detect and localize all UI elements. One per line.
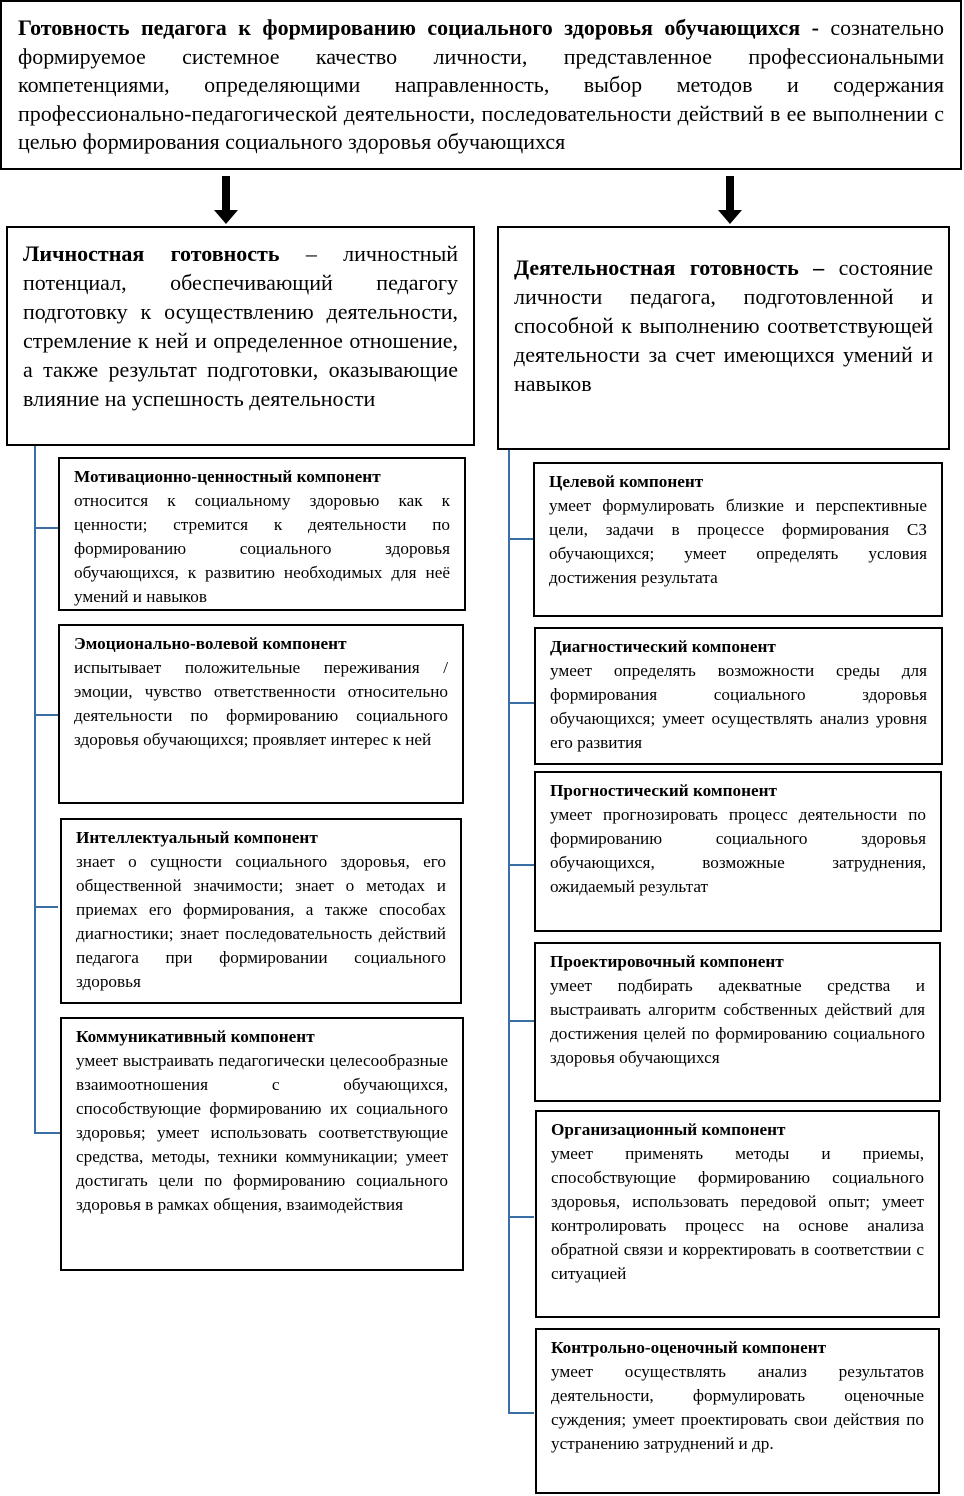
arrow-down-left-icon	[214, 176, 238, 226]
component-target	[533, 462, 943, 617]
activity-dash: –	[813, 255, 825, 280]
component-control	[535, 1328, 940, 1494]
component-title: Контрольно-оценочный компонент	[551, 1338, 827, 1357]
right-tree-branch	[508, 1020, 534, 1022]
right-tree-branch	[508, 538, 534, 540]
right-tree-branch	[508, 1216, 534, 1218]
right-tree-branch	[508, 864, 534, 866]
component-title: Проектировочный компонент	[550, 952, 784, 971]
component-prognostic	[534, 771, 942, 932]
component-text: испытывает положительные переживания / эмоции, чувство ответственности относительно деятельности по формированию социального здоровья обучающихся; проявляет интерес к ней	[74, 658, 448, 749]
component-organizational	[535, 1110, 940, 1318]
component-motivational	[58, 457, 466, 611]
left-tree-branch	[34, 714, 58, 716]
component-text: умеет подбирать адекватные средства и выстраивать алгоритм собственных действий для достижения целей по формированию социального здоровья обучающихся	[550, 976, 925, 1067]
component-title: Целевой компонент	[549, 472, 704, 491]
left-tree-branch	[34, 906, 58, 908]
right-tree-trunk	[508, 450, 510, 1414]
definition-term: Готовность педагога к формированию социального здоровья обучающихся	[18, 15, 801, 40]
component-text: умеет осуществлять анализ результатов деятельности, формулировать оценочные суждения; умеет проектировать свои действия по устранению затруднений и др.	[551, 1362, 924, 1453]
definition-box	[0, 0, 962, 170]
component-title: Интеллектуальный компонент	[76, 828, 318, 847]
component-title: Коммуникативный компонент	[76, 1027, 315, 1046]
component-title: Прогностический компонент	[550, 781, 777, 800]
left-tree-trunk	[34, 446, 36, 1134]
component-text: умеет применять методы и приемы, способствующие формированию социального здоровья, использовать передовой опыт; умеет контролировать процесс на основе анализа обратной связи и корректировать в соответствии с ситуацией	[551, 1144, 924, 1283]
personal-readiness-box	[6, 226, 475, 446]
component-diagnostic	[534, 627, 943, 765]
activity-term: Деятельностная готовность	[514, 255, 799, 280]
right-tree-branch	[508, 702, 534, 704]
component-title: Диагностический компонент	[550, 637, 776, 656]
activity-text: состояние личности педагога, подготовленной и способной к выполнению соответствующей деятельности за счет имеющихся умений и навыков	[514, 255, 934, 396]
left-tree-branch	[34, 527, 58, 529]
component-text: знает о сущности социального здоровья, его общественной значимости; знает о методах и приемах его формирования, а также способах диагностики; знает последовательность действий педагога при формировании социального здоровья	[76, 852, 446, 991]
left-tree-branch	[34, 1132, 60, 1134]
definition-text: сознательно формируемое системное качество личности, представленное профессиональными компетенциями, определяющими направленность, выбор методов и содержания профессионально-педагогической деятельности, последовательности действий в ее выполнении с целью формирования социального здоровья обучающихся	[18, 15, 945, 154]
definition-dash: -	[811, 15, 819, 40]
component-emotional	[58, 624, 464, 804]
component-design	[534, 942, 941, 1102]
component-title: Организационный компонент	[551, 1120, 786, 1139]
personal-dash: –	[305, 241, 317, 266]
component-text: умеет прогнозировать процесс деятельности по формированию социального здоровья обучающихся, возможные затруднения, ожидаемый результат	[550, 805, 926, 896]
component-title: Мотивационно-ценностный компонент	[74, 467, 381, 486]
component-text: умеет выстраивать педагогически целесообразные взаимоотношения с обучающихся, способствующие формированию их социального здоровья; умеет использовать соответствующие средства, методы, техники коммуникации; умеет достигать цели по формированию социального здоровья в рамках общения, взаимодействия	[76, 1051, 448, 1214]
activity-readiness-box	[497, 226, 950, 450]
personal-term: Личностная готовность	[23, 241, 280, 266]
component-communicative	[60, 1017, 464, 1271]
component-title: Эмоционально-волевой компонент	[74, 634, 347, 653]
personal-text: личностный потенциал, обеспечивающий педагогу подготовку к осуществлению деятельности, стремление к ней и определенное отношение, а также результат подготовки, оказывающие влияние на успешность деятельности	[23, 241, 459, 411]
component-text: относится к социальному здоровью как к ценности; стремится к деятельности по формированию социального здоровья обучающихся, к развитию необходимых для неё умений и навыков	[74, 491, 450, 606]
component-intellectual	[60, 818, 462, 1004]
right-tree-branch	[508, 1412, 534, 1414]
component-text: умеет определять возможности среды для формирования социального здоровья обучающихся; умеет осуществлять анализ уровня его развития	[550, 661, 927, 752]
component-text: умеет формулировать близкие и перспективные цели, задачи в процессе формирования СЗ обучающихся; умеет определять условия достижения результата	[549, 496, 927, 587]
arrow-down-right-icon	[718, 176, 742, 226]
